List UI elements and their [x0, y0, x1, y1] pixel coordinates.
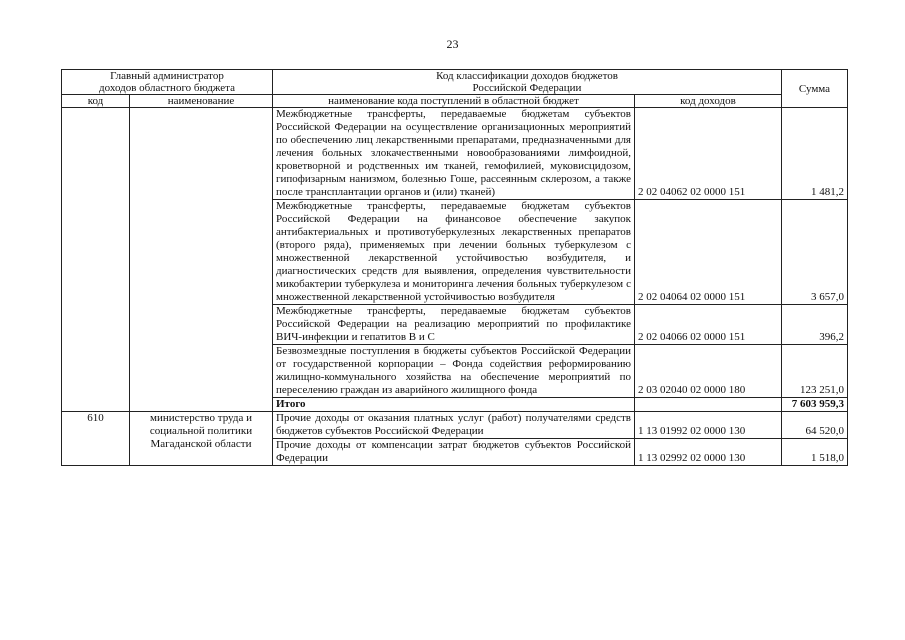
admin-name-cell-empty: [130, 108, 273, 412]
table-row: [62, 108, 848, 200]
classification-header-line1: Код классификации доходов бюджетов: [436, 70, 618, 82]
amount: 396,2: [782, 305, 848, 345]
amount: 123 251,0: [782, 345, 848, 398]
ministry-name: министерство труда и социальной политики Магаданской области: [130, 412, 273, 466]
amount: 1 518,0: [782, 439, 848, 466]
total-code-empty: [635, 398, 782, 412]
admin-code-cell-empty: [62, 108, 130, 412]
total-amount: 7 603 959,3: [782, 398, 848, 412]
sum-header: Сумма: [782, 70, 848, 108]
budget-revenue-table: [61, 69, 848, 466]
col-code-header: код: [62, 95, 130, 108]
table-row: [62, 412, 848, 439]
income-description: Безвозмездные поступления в бюджеты субъектов Российской Федерации от государственной корпорации – Фонда содействия реформированию жилищно-коммунального хозяйства на обеспечение мероприятий по переселению граждан из аварийного жилищного фонда: [273, 345, 635, 398]
admin-header-line2: доходов областного бюджета: [99, 82, 235, 94]
header-row-top: [62, 70, 848, 95]
page-number: 23: [446, 37, 459, 51]
header-row-sub: [62, 95, 848, 108]
amount: 64 520,0: [782, 412, 848, 439]
income-description: Межбюджетные трансферты, передаваемые бюджетам субъектов Российской Федерации на реализацию мероприятий по профилактике ВИЧ-инфекции и гепатитов В и С: [273, 305, 635, 345]
income-description: Прочие доходы от оказания платных услуг (работ) получателями средств бюджетов субъектов Российской Федерации: [273, 412, 635, 439]
income-description: Прочие доходы от компенсации затрат бюджетов субъектов Российской Федерации: [273, 439, 635, 466]
col-name-header: наименование: [130, 95, 273, 108]
classification-header-line2: Российской Федерации: [472, 82, 582, 94]
income-code: 2 02 04066 02 0000 151: [635, 305, 782, 345]
income-code: 2 02 04062 02 0000 151: [635, 108, 782, 200]
income-code: 1 13 01992 02 0000 130: [635, 412, 782, 439]
classification-header-cell: [273, 70, 782, 95]
income-description: Межбюджетные трансферты, передаваемые бюджетам субъектов Российской Федерации на осуществление организационных мероприятий по обеспечению лиц лекарственными препаратами, предназначенными для лечения больных злокачественными новообразованиями лимфоидной, кроветворной и родственных им тканей, гемофилией, муковисцидозом, гипофизарным нанизмом, болезнью Гоше, рассеянным склерозом, а также после трансплантации органов и (или) тканей): [273, 108, 635, 200]
col-income-code-header: код доходов: [635, 95, 782, 108]
income-code: 1 13 02992 02 0000 130: [635, 439, 782, 466]
total-label: Итого: [273, 398, 635, 412]
amount: 1 481,2: [782, 108, 848, 200]
col-income-name-header: наименование кода поступлений в областной бюджет: [273, 95, 635, 108]
admin-header-line1: Главный администратор: [110, 70, 224, 82]
income-code: 2 03 02040 02 0000 180: [635, 345, 782, 398]
ministry-code: 610: [62, 412, 130, 466]
amount: 3 657,0: [782, 200, 848, 305]
income-description: Межбюджетные трансферты, передаваемые бюджетам субъектов Российской Федерации на финансовое обеспечение закупок антибактериальных и противотуберкулезных лекарственных препаратов (второго ряда), применяемых при лечении больных туберкулезом с множественной лекарственной устойчивостью возбудителя, и диагностических средств для выявления, определения чувствительности микобактерии туберкулеза и мониторинга лечения больных туберкулезом с множественной лекарственной устойчивостью возбудителя: [273, 200, 635, 305]
admin-header-cell: [62, 70, 273, 95]
income-code: 2 02 04064 02 0000 151: [635, 200, 782, 305]
